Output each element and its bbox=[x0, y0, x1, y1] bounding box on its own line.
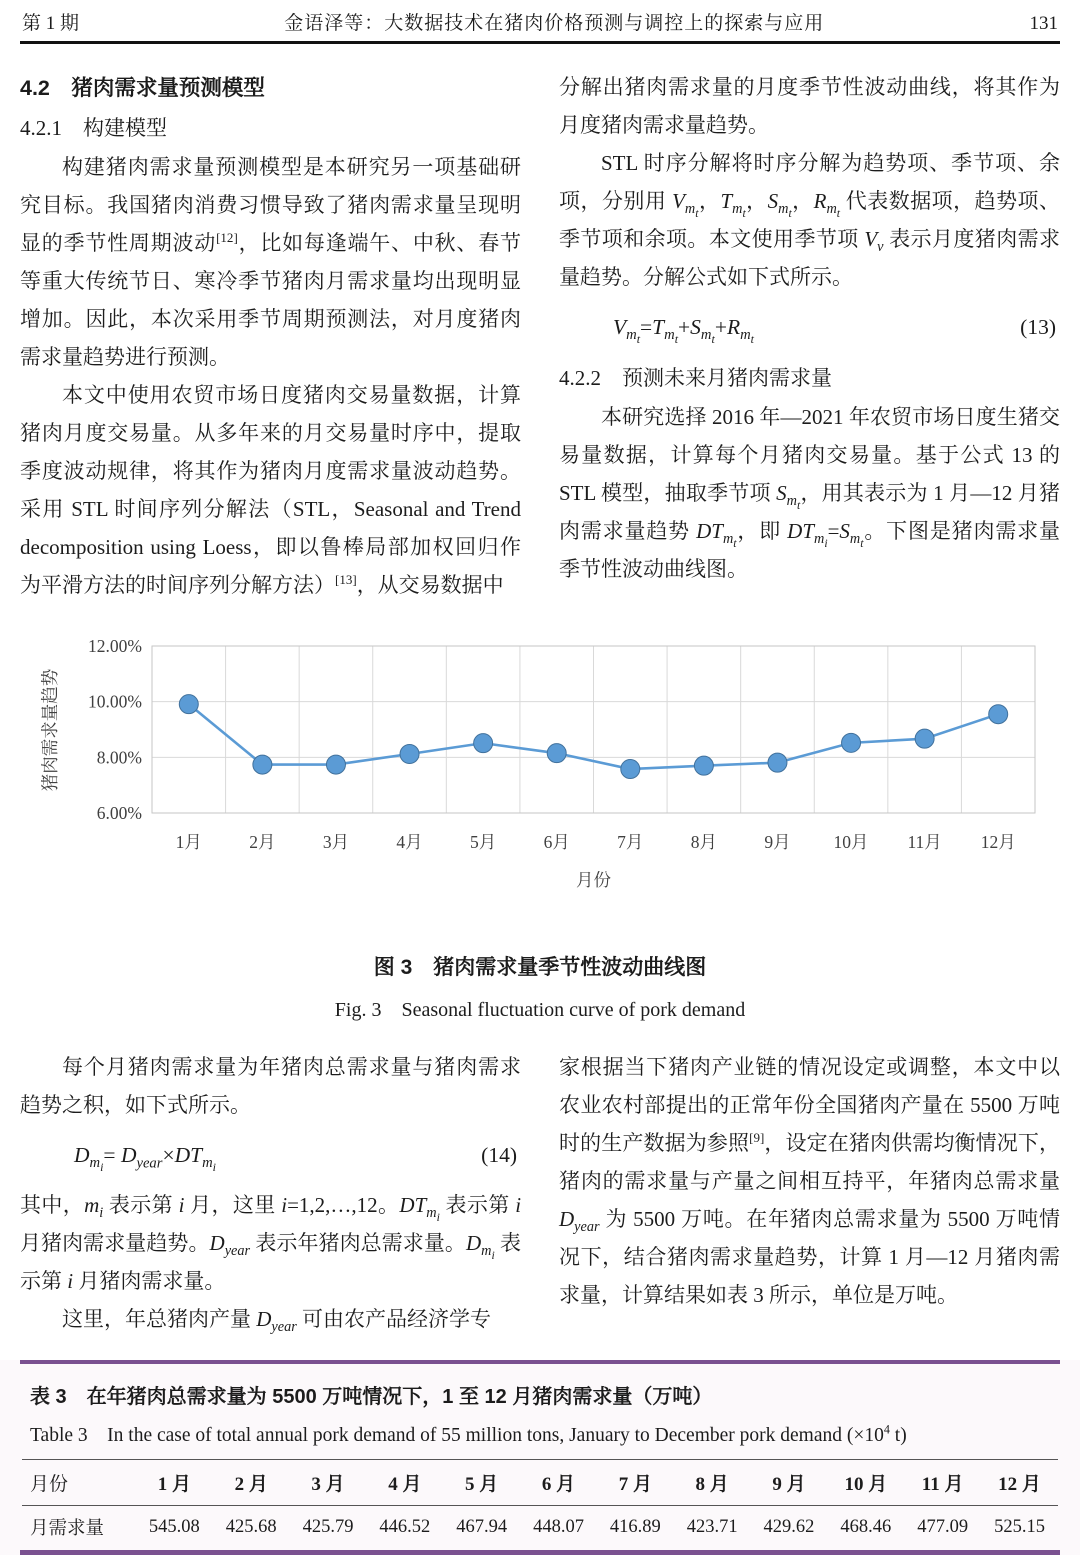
data-point-marker bbox=[400, 744, 419, 763]
equation-14-expression: $D_{m_i}= D_{year}\times DT_{m_i}$ bbox=[74, 1143, 216, 1175]
right-column-upper bbox=[559, 68, 1060, 604]
x-tick-label: 5月 bbox=[470, 832, 497, 852]
lower-columns bbox=[0, 1048, 1080, 1338]
paragraph: 每个月猪肉需求量为年猪肉总需求量与猪肉需求趋势之积，如下式所示。 bbox=[20, 1055, 521, 1117]
demand-value: 477.09 bbox=[917, 1516, 969, 1537]
demand-value: 425.68 bbox=[225, 1516, 277, 1537]
col-header-month: 3 月 bbox=[311, 1474, 345, 1495]
left-column-upper bbox=[20, 68, 521, 604]
figure-chart bbox=[0, 616, 1080, 911]
x-tick-label: 4月 bbox=[396, 832, 423, 852]
col-header-month: 5 月 bbox=[465, 1474, 499, 1495]
demand-value: 416.89 bbox=[609, 1516, 661, 1537]
paragraph: 构建猪肉需求量预测模型是本研究另一项基础研究目标。我国猪肉消费习惯导致了猪肉需求量呈现明显的季节性周期波动[12]，比如每逢端午、中秋、春节等重大传统节日、寒冷季节猪肉月需求量均出现明显增加。因此，本次采用季节周期预测法，对月度猪肉需求量趋势进行预测。 bbox=[20, 155, 522, 369]
y-tick-label: 8.00% bbox=[96, 747, 142, 768]
data-point-marker bbox=[179, 695, 198, 714]
y-axis-title: 猪肉需求量趋势 bbox=[40, 668, 60, 792]
demand-value: 425.79 bbox=[302, 1516, 354, 1537]
y-tick-label: 12.00% bbox=[88, 636, 142, 656]
x-tick-label: 3月 bbox=[322, 832, 350, 852]
col-header-month: 10 月 bbox=[844, 1474, 888, 1495]
paragraph: 这里，年总猪肉产量 $D_{year}$ 可由农产品经济学专 bbox=[62, 1307, 492, 1336]
x-axis-title: 月份 bbox=[576, 870, 611, 890]
section-4-2-1-heading: 4.2.1 构建模型 bbox=[20, 116, 167, 140]
table-accent-rule-bottom bbox=[20, 1550, 1060, 1555]
figure-3 bbox=[0, 616, 1080, 1022]
equation-13-expression: $V_{m_t}=T_{m_t}+S_{m_t}+R_{m_t}$ bbox=[613, 315, 754, 347]
paragraph: 本文中使用农贸市场日度猪肉交易量数据，计算猪肉月度交易量。从多年来的月交易量时序中，提取季度波动规律，将其作为猪肉月度需求量波动趋势。采用 STL 时间序列分解法（STL，Seasonal and Trend decomposition using Loess，即以鲁棒局部加权回归作为平滑方法的时间序列分解方法）[13]，从交易数据中 bbox=[20, 383, 521, 597]
demand-value: 545.08 bbox=[148, 1516, 200, 1537]
x-tick-label: 1月 bbox=[175, 832, 202, 852]
data-point-marker bbox=[621, 760, 640, 779]
running-head bbox=[0, 0, 1080, 39]
demand-value: 446.52 bbox=[379, 1516, 431, 1537]
col-header-month: 4 月 bbox=[388, 1474, 422, 1495]
x-tick-label: 9月 bbox=[764, 832, 791, 852]
demand-value: 467.94 bbox=[456, 1516, 508, 1537]
running-title: 金语泽等：大数据技术在猪肉价格预测与调控上的探索与应用 bbox=[284, 13, 825, 34]
demand-table bbox=[22, 1459, 1058, 1550]
col-header-label: 月份 bbox=[30, 1474, 69, 1495]
paragraph: 其中，$m_i$ 表示第 i 月，这里 i=1,2,…,12。$DT_{m_i}$ 表示第 i 月猪肉需求量趋势。$D_{year}$ 表示年猪肉总需求量。$D_{m_i}$ 表示第 i 月猪肉需求量。 bbox=[20, 1193, 522, 1293]
col-header-month: 7 月 bbox=[618, 1474, 652, 1495]
section-4-2-2-heading: 4.2.2 预测未来月猪肉需求量 bbox=[559, 366, 832, 390]
col-header-month: 11 月 bbox=[921, 1474, 964, 1495]
equation-13 bbox=[559, 296, 1060, 358]
figure-caption-cn: 图 3 猪肉需求量季节性波动曲线图 bbox=[373, 956, 707, 979]
page-number: 131 bbox=[1029, 13, 1058, 34]
col-header-month: 2 月 bbox=[234, 1474, 268, 1495]
equation-14-number: (14) bbox=[481, 1143, 517, 1167]
demand-value: 423.71 bbox=[686, 1516, 738, 1537]
x-tick-label: 2月 bbox=[249, 832, 276, 852]
paragraph: 家根据当下猪肉产业链的情况设定或调整，本文中以农业农村部提出的正常年份全国猪肉产量在 5500 万吨时的生产数据为参照[9]，设定在猪肉供需均衡情况下，猪肉的需求量与产量之间相互持平，年猪肉总需求量 $D_{year}$ 为 5500 万吨。在年猪肉总需求量为 5500 万吨情况下，结合猪肉需求量趋势，计算 1 月—12 月猪肉需求量，计算结果如表 3 所示，单位是万吨。 bbox=[559, 1055, 1061, 1307]
table-caption-en: Table 3 In the case of total annual pork demand of 55 million tons, January to December pork demand ($\times 10^4$ t) bbox=[30, 1422, 907, 1446]
x-tick-label: 8月 bbox=[690, 832, 717, 852]
data-point-marker bbox=[547, 744, 566, 763]
right-column-lower bbox=[559, 1048, 1060, 1338]
paragraph: 本研究选择 2016 年—2021 年农贸市场日度生猪交易量数据，计算每个月猪肉交易量。基于公式 13 的 STL 模型，抽取季节项 $S_{m_t}$，用其表示为 1 月—12 月猪肉需求量趋势 $DT_{m_t}$，即 $DT_{m_i}=S_{m_t}$。下图是猪肉需求量季节性波动曲线图。 bbox=[559, 405, 1061, 581]
upper-columns bbox=[0, 68, 1080, 604]
col-header-month: 9 月 bbox=[772, 1474, 806, 1495]
col-header-month: 6 月 bbox=[541, 1474, 576, 1495]
col-header-month: 12 月 bbox=[998, 1474, 1041, 1495]
data-point-marker bbox=[474, 734, 493, 753]
col-header-month: 1 月 bbox=[157, 1474, 191, 1495]
paragraph: 分解出猪肉需求量的月度季节性波动曲线，将其作为月度猪肉需求量趋势。 bbox=[559, 75, 1060, 137]
y-tick-label: 6.00% bbox=[96, 803, 142, 823]
demand-value: 448.07 bbox=[533, 1516, 584, 1537]
section-4-2-heading: 4.2 猪肉需求量预测模型 bbox=[20, 76, 265, 100]
x-tick-label: 6月 bbox=[543, 832, 570, 852]
data-point-marker bbox=[915, 729, 934, 748]
row-label: 月需求量 bbox=[30, 1519, 105, 1539]
data-point-marker bbox=[326, 755, 345, 774]
x-tick-label: 12月 bbox=[980, 832, 1016, 852]
data-point-marker bbox=[694, 756, 713, 775]
equation-13-number: (13) bbox=[1020, 315, 1056, 339]
table-caption-cn: 表 3 在年猪肉总需求量为 5500 万吨情况下，1 至 12 月猪肉需求量（万吨） bbox=[30, 1386, 713, 1408]
issue-label: 第 1 期 bbox=[22, 13, 80, 34]
figure-caption-en: Fig. 3 Seasonal fluctuation curve of pork demand bbox=[334, 999, 746, 1021]
demand-value: 525.15 bbox=[994, 1516, 1045, 1537]
table-header-row bbox=[22, 1460, 1058, 1506]
y-tick-label: 10.00% bbox=[88, 691, 142, 712]
data-point-marker bbox=[768, 753, 787, 772]
x-tick-label: 7月 bbox=[617, 832, 644, 852]
head-rule bbox=[20, 41, 1060, 44]
demand-value: 429.62 bbox=[763, 1516, 815, 1537]
data-point-marker bbox=[989, 705, 1008, 724]
table-row bbox=[22, 1506, 1058, 1551]
x-tick-label: 10月 bbox=[833, 832, 869, 852]
data-point-marker bbox=[842, 733, 861, 752]
left-column-lower bbox=[20, 1048, 521, 1338]
data-point-marker bbox=[253, 755, 272, 774]
equation-14 bbox=[20, 1124, 521, 1186]
demand-value: 468.46 bbox=[840, 1516, 892, 1537]
paragraph: STL 时序分解将时序分解为趋势项、季节项、余项，分别用 $V_{m_t}$，$T_{m_t}$，$S_{m_t}$，$R_{m_t}$ 代表数据项，趋势项、季节项和余项。本文使用季节项 $V_v$ 表示月度猪肉需求量趋势。分解公式如下式所示。 bbox=[559, 151, 1061, 289]
col-header-month: 8 月 bbox=[695, 1474, 729, 1495]
x-tick-label: 11月 bbox=[907, 832, 942, 852]
table-3-block bbox=[0, 1360, 1080, 1555]
